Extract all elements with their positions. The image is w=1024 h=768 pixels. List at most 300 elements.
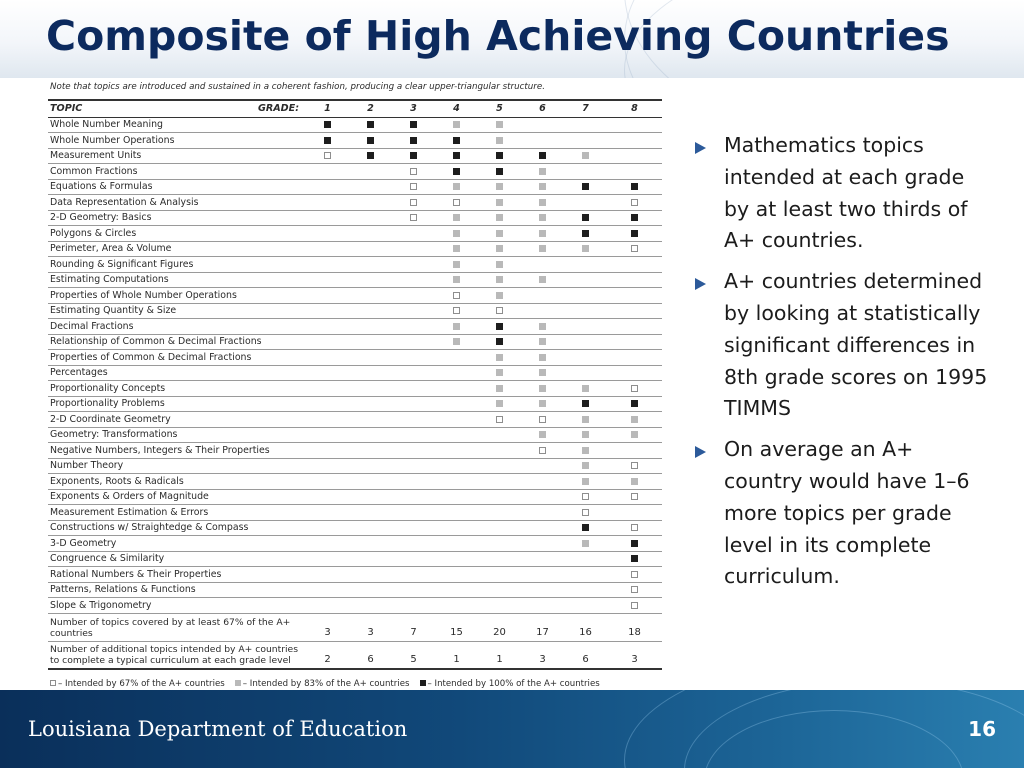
grade-cell bbox=[564, 350, 607, 366]
coverage-mark-med bbox=[539, 400, 546, 407]
grade-cell bbox=[306, 350, 349, 366]
bullet-text: On average an A+ country would have 1–6 more topics per grade level in its complete curriculum. bbox=[724, 437, 970, 589]
coverage-mark-med bbox=[496, 199, 503, 206]
grade-cell bbox=[435, 551, 478, 567]
grade-cell bbox=[349, 520, 392, 536]
grade-cell bbox=[349, 164, 392, 180]
grade-cell bbox=[521, 257, 564, 273]
grade-cell bbox=[392, 303, 435, 319]
summary-value: 6 bbox=[564, 641, 607, 669]
grade-cell bbox=[392, 257, 435, 273]
grade-cell bbox=[435, 505, 478, 521]
coverage-mark-med bbox=[539, 199, 546, 206]
grade-cell bbox=[392, 241, 435, 257]
coverage-mark-med bbox=[582, 385, 589, 392]
grade-cell bbox=[478, 567, 521, 583]
coverage-mark-med bbox=[496, 292, 503, 299]
coverage-mark-low bbox=[410, 214, 417, 221]
grade-cell bbox=[306, 195, 349, 211]
topic-name: Proportionality Concepts bbox=[48, 381, 306, 397]
grade-cell bbox=[306, 582, 349, 598]
grade-cell bbox=[349, 303, 392, 319]
coverage-mark-med bbox=[582, 540, 589, 547]
grade-cell bbox=[521, 226, 564, 242]
slide-header bbox=[0, 0, 1024, 78]
grade-cell bbox=[564, 148, 607, 164]
coverage-mark-med bbox=[582, 152, 589, 159]
grade-cell bbox=[435, 365, 478, 381]
table-row bbox=[48, 582, 662, 598]
topic-name: Exponents, Roots & Radicals bbox=[48, 474, 306, 490]
bullet-item bbox=[693, 434, 993, 593]
coverage-mark-low bbox=[631, 199, 638, 206]
coverage-mark-full bbox=[496, 323, 503, 330]
coverage-mark-full bbox=[631, 230, 638, 237]
grade-cell bbox=[392, 148, 435, 164]
topic-name: Congruence & Similarity bbox=[48, 551, 306, 567]
grade-cell bbox=[564, 195, 607, 211]
grade-cell bbox=[478, 226, 521, 242]
coverage-mark-full bbox=[410, 152, 417, 159]
grade-cell bbox=[521, 210, 564, 226]
grade-cell bbox=[435, 567, 478, 583]
grade-cell bbox=[306, 567, 349, 583]
grade-cell bbox=[607, 148, 662, 164]
grade-cell bbox=[564, 551, 607, 567]
grade-cell bbox=[521, 365, 564, 381]
topic-name: 3-D Geometry bbox=[48, 536, 306, 552]
coverage-mark-low bbox=[496, 307, 503, 314]
grade-cell bbox=[564, 133, 607, 149]
table-row bbox=[48, 195, 662, 211]
grade-header-2: 2 bbox=[349, 100, 392, 117]
grade-cell bbox=[607, 257, 662, 273]
grade-cell bbox=[435, 474, 478, 490]
topic-name: Percentages bbox=[48, 365, 306, 381]
grade-header-4: 4 bbox=[435, 100, 478, 117]
coverage-mark-med bbox=[539, 369, 546, 376]
grade-cell bbox=[306, 164, 349, 180]
summary-value: 17 bbox=[521, 613, 564, 641]
grade-cell bbox=[607, 303, 662, 319]
topic-name: Data Representation & Analysis bbox=[48, 195, 306, 211]
grade-cell bbox=[521, 443, 564, 459]
summary-value: 1 bbox=[435, 641, 478, 669]
grade-cell bbox=[349, 117, 392, 133]
grade-cell bbox=[392, 133, 435, 149]
grade-cell bbox=[349, 319, 392, 335]
coverage-mark-full bbox=[410, 121, 417, 128]
grade-cell bbox=[521, 396, 564, 412]
coverage-mark-med bbox=[539, 385, 546, 392]
grade-cell bbox=[607, 443, 662, 459]
grade-cell bbox=[564, 489, 607, 505]
grade-cell bbox=[349, 489, 392, 505]
grade-cell bbox=[564, 210, 607, 226]
table-row bbox=[48, 567, 662, 583]
grade-cell bbox=[564, 334, 607, 350]
table-row bbox=[48, 133, 662, 149]
coverage-mark-full bbox=[367, 121, 374, 128]
coverage-mark-med bbox=[453, 121, 460, 128]
table-row bbox=[48, 505, 662, 521]
grade-cell bbox=[521, 272, 564, 288]
coverage-mark-med bbox=[582, 416, 589, 423]
grade-cell bbox=[349, 210, 392, 226]
grade-cell bbox=[392, 365, 435, 381]
grade-cell bbox=[521, 164, 564, 180]
topic-name: Perimeter, Area & Volume bbox=[48, 241, 306, 257]
coverage-mark-low bbox=[631, 524, 638, 531]
bullet-text: A+ countries determined by looking at statistically significant differences in 8th grade scores on 1995 TIMMS bbox=[724, 269, 988, 421]
summary-value: 16 bbox=[564, 613, 607, 641]
grade-cell bbox=[435, 117, 478, 133]
table-row bbox=[48, 350, 662, 366]
topic-name: Number Theory bbox=[48, 458, 306, 474]
legend-item bbox=[50, 679, 225, 689]
grade-cell bbox=[564, 396, 607, 412]
grade-cell bbox=[478, 288, 521, 304]
grade-cell bbox=[435, 412, 478, 428]
coverage-mark-full bbox=[582, 230, 589, 237]
grade-cell bbox=[521, 536, 564, 552]
coverage-mark-full bbox=[410, 137, 417, 144]
topic-name: Whole Number Operations bbox=[48, 133, 306, 149]
triangle-bullet-icon bbox=[695, 278, 706, 290]
topic-column-header: TOPIC bbox=[48, 100, 256, 117]
grade-cell bbox=[564, 241, 607, 257]
grade-cell bbox=[306, 133, 349, 149]
coverage-mark-full bbox=[324, 121, 331, 128]
topic-name: Negative Numbers, Integers & Their Properties bbox=[48, 443, 306, 459]
grade-cell bbox=[349, 257, 392, 273]
coverage-mark-med bbox=[496, 137, 503, 144]
grade-cell bbox=[521, 303, 564, 319]
coverage-mark-med bbox=[582, 245, 589, 252]
legend-mark-low bbox=[50, 680, 56, 686]
summary-value: 7 bbox=[392, 613, 435, 641]
grade-cell bbox=[607, 179, 662, 195]
summary-label: Number of topics covered by at least 67% of the A+ countries bbox=[48, 613, 306, 641]
grade-cell bbox=[392, 381, 435, 397]
summary-value: 3 bbox=[521, 641, 564, 669]
grade-cell bbox=[478, 117, 521, 133]
grade-cell bbox=[306, 288, 349, 304]
grade-cell bbox=[392, 319, 435, 335]
coverage-mark-med bbox=[453, 183, 460, 190]
coverage-mark-med bbox=[496, 385, 503, 392]
table-row bbox=[48, 272, 662, 288]
grade-cell bbox=[521, 195, 564, 211]
topic-name: Patterns, Relations & Functions bbox=[48, 582, 306, 598]
grade-cell bbox=[306, 179, 349, 195]
coverage-mark-full bbox=[367, 152, 374, 159]
topic-name: Whole Number Meaning bbox=[48, 117, 306, 133]
grade-cell bbox=[349, 443, 392, 459]
coverage-mark-med bbox=[496, 369, 503, 376]
grade-cell bbox=[478, 303, 521, 319]
grade-cell bbox=[392, 164, 435, 180]
grade-cell bbox=[306, 427, 349, 443]
coverage-mark-low bbox=[539, 447, 546, 454]
topic-name: 2-D Geometry: Basics bbox=[48, 210, 306, 226]
table-row bbox=[48, 148, 662, 164]
summary-value: 3 bbox=[306, 613, 349, 641]
grade-cell bbox=[306, 520, 349, 536]
grade-cell bbox=[564, 226, 607, 242]
coverage-mark-full bbox=[367, 137, 374, 144]
grade-cell bbox=[607, 458, 662, 474]
coverage-mark-full bbox=[631, 400, 638, 407]
grade-cell bbox=[607, 164, 662, 180]
grade-cell bbox=[435, 396, 478, 412]
topic-name: Polygons & Circles bbox=[48, 226, 306, 242]
topic-name: Common Fractions bbox=[48, 164, 306, 180]
grade-cell bbox=[306, 303, 349, 319]
grade-cell bbox=[435, 288, 478, 304]
grade-header-1: 1 bbox=[306, 100, 349, 117]
coverage-mark-low bbox=[631, 571, 638, 578]
grade-cell bbox=[521, 567, 564, 583]
grade-cell bbox=[392, 272, 435, 288]
grade-cell bbox=[607, 489, 662, 505]
grade-header-6: 6 bbox=[521, 100, 564, 117]
grade-cell bbox=[564, 319, 607, 335]
coverage-mark-med bbox=[496, 230, 503, 237]
figure-legend bbox=[50, 679, 610, 689]
coverage-mark-full bbox=[582, 524, 589, 531]
grade-cell bbox=[392, 195, 435, 211]
grade-cell bbox=[564, 179, 607, 195]
grade-cell bbox=[349, 179, 392, 195]
grade-cell bbox=[564, 582, 607, 598]
summary-value: 3 bbox=[349, 613, 392, 641]
grade-cell bbox=[478, 412, 521, 428]
coverage-mark-med bbox=[539, 230, 546, 237]
grade-cell bbox=[435, 148, 478, 164]
grade-cell bbox=[478, 210, 521, 226]
grade-cell bbox=[306, 210, 349, 226]
grade-cell bbox=[478, 365, 521, 381]
coverage-mark-full bbox=[496, 168, 503, 175]
grade-cell bbox=[478, 148, 521, 164]
grade-cell bbox=[435, 582, 478, 598]
grade-cell bbox=[478, 536, 521, 552]
grade-cell bbox=[349, 350, 392, 366]
grade-cell bbox=[306, 505, 349, 521]
grade-cell bbox=[306, 474, 349, 490]
coverage-mark-med bbox=[582, 462, 589, 469]
grade-cell bbox=[478, 257, 521, 273]
grade-header-3: 3 bbox=[392, 100, 435, 117]
coverage-mark-full bbox=[631, 540, 638, 547]
coverage-mark-med bbox=[453, 214, 460, 221]
grade-cell bbox=[521, 505, 564, 521]
grade-cell bbox=[607, 365, 662, 381]
table-row bbox=[48, 288, 662, 304]
grade-cell bbox=[564, 458, 607, 474]
coverage-mark-med bbox=[539, 431, 546, 438]
table-row bbox=[48, 365, 662, 381]
grade-cell bbox=[435, 427, 478, 443]
grade-cell bbox=[349, 427, 392, 443]
summary-row bbox=[48, 613, 662, 641]
grade-cell bbox=[392, 474, 435, 490]
grade-header-5: 5 bbox=[478, 100, 521, 117]
grade-cell bbox=[306, 334, 349, 350]
grade-cell bbox=[349, 567, 392, 583]
legend-item bbox=[235, 679, 410, 689]
grade-cell bbox=[607, 272, 662, 288]
grade-cell bbox=[392, 582, 435, 598]
grade-cell bbox=[607, 319, 662, 335]
grade-cell bbox=[478, 179, 521, 195]
coverage-mark-full bbox=[453, 168, 460, 175]
grade-cell bbox=[478, 427, 521, 443]
grade-cell bbox=[435, 303, 478, 319]
coverage-mark-low bbox=[631, 602, 638, 609]
coverage-mark-low bbox=[453, 292, 460, 299]
legend-item bbox=[420, 679, 600, 689]
grade-cell bbox=[435, 241, 478, 257]
grade-cell bbox=[306, 443, 349, 459]
grade-cell bbox=[392, 117, 435, 133]
topic-name: Constructions w/ Straightedge & Compass bbox=[48, 520, 306, 536]
grade-cell bbox=[564, 443, 607, 459]
grade-cell bbox=[478, 443, 521, 459]
grade-cell bbox=[349, 272, 392, 288]
grade-cell bbox=[521, 133, 564, 149]
grade-cell bbox=[435, 458, 478, 474]
grade-cell bbox=[521, 381, 564, 397]
bullet-item bbox=[693, 266, 993, 425]
grade-cell bbox=[306, 412, 349, 428]
topic-name: Estimating Computations bbox=[48, 272, 306, 288]
grade-cell bbox=[478, 319, 521, 335]
grade-cell bbox=[607, 396, 662, 412]
grade-cell bbox=[349, 288, 392, 304]
coverage-mark-low bbox=[631, 385, 638, 392]
grade-cell bbox=[564, 303, 607, 319]
coverage-mark-med bbox=[539, 183, 546, 190]
grade-cell bbox=[521, 148, 564, 164]
grade-cell bbox=[564, 272, 607, 288]
grade-cell bbox=[349, 133, 392, 149]
coverage-mark-low bbox=[324, 152, 331, 159]
grade-cell bbox=[306, 489, 349, 505]
grade-cell bbox=[564, 381, 607, 397]
grade-cell bbox=[306, 148, 349, 164]
grade-cell bbox=[392, 536, 435, 552]
topic-name: Exponents & Orders of Magnitude bbox=[48, 489, 306, 505]
grade-cell bbox=[478, 474, 521, 490]
grade-cell bbox=[607, 288, 662, 304]
grade-cell bbox=[349, 241, 392, 257]
grade-cell bbox=[607, 381, 662, 397]
grade-cell bbox=[349, 226, 392, 242]
grade-cell bbox=[435, 381, 478, 397]
grade-cell bbox=[607, 474, 662, 490]
coverage-mark-low bbox=[631, 462, 638, 469]
grade-cell bbox=[306, 396, 349, 412]
topic-name: Relationship of Common & Decimal Fractions bbox=[48, 334, 306, 350]
coverage-mark-med bbox=[539, 338, 546, 345]
coverage-mark-med bbox=[496, 121, 503, 128]
grade-cell bbox=[349, 334, 392, 350]
grade-cell bbox=[435, 536, 478, 552]
coverage-mark-med bbox=[453, 338, 460, 345]
table-row bbox=[48, 551, 662, 567]
summary-value: 3 bbox=[607, 641, 662, 669]
summary-value: 2 bbox=[306, 641, 349, 669]
table-header-row bbox=[48, 100, 662, 117]
coverage-mark-full bbox=[539, 152, 546, 159]
triangle-bullet-icon bbox=[695, 142, 706, 154]
grade-cell bbox=[392, 179, 435, 195]
grade-cell bbox=[435, 272, 478, 288]
grade-cell bbox=[392, 567, 435, 583]
grade-cell bbox=[478, 334, 521, 350]
grade-cell bbox=[478, 489, 521, 505]
grade-header-7: 7 bbox=[564, 100, 607, 117]
coverage-mark-med bbox=[496, 214, 503, 221]
grade-header-8: 8 bbox=[607, 100, 662, 117]
table-row bbox=[48, 458, 662, 474]
grade-cell bbox=[392, 210, 435, 226]
coverage-mark-low bbox=[631, 586, 638, 593]
legend-mark-full bbox=[420, 680, 426, 686]
grade-cell bbox=[392, 443, 435, 459]
grade-cell bbox=[392, 412, 435, 428]
coverage-mark-low bbox=[582, 509, 589, 516]
coverage-mark-med bbox=[631, 431, 638, 438]
table-row bbox=[48, 474, 662, 490]
coverage-mark-full bbox=[582, 183, 589, 190]
grade-cell bbox=[521, 179, 564, 195]
table-row bbox=[48, 443, 662, 459]
coverage-mark-med bbox=[539, 323, 546, 330]
grade-cell bbox=[478, 458, 521, 474]
grade-cell bbox=[607, 210, 662, 226]
grade-cell bbox=[306, 241, 349, 257]
grade-cell bbox=[349, 412, 392, 428]
grade-cell bbox=[392, 427, 435, 443]
grade-cell bbox=[607, 350, 662, 366]
coverage-mark-low bbox=[582, 493, 589, 500]
grade-cell bbox=[607, 117, 662, 133]
grade-cell bbox=[478, 241, 521, 257]
grade-cell bbox=[607, 520, 662, 536]
coverage-mark-full bbox=[496, 338, 503, 345]
table-row bbox=[48, 257, 662, 273]
grade-cell bbox=[435, 443, 478, 459]
grade-cell bbox=[392, 520, 435, 536]
grade-cell bbox=[435, 520, 478, 536]
grade-cell bbox=[607, 226, 662, 242]
coverage-mark-med bbox=[631, 416, 638, 423]
table-row bbox=[48, 489, 662, 505]
grade-cell bbox=[478, 396, 521, 412]
table-row bbox=[48, 412, 662, 428]
grade-cell bbox=[607, 551, 662, 567]
grade-cell bbox=[478, 505, 521, 521]
legend-mark-med bbox=[235, 680, 241, 686]
grade-cell bbox=[607, 427, 662, 443]
grade-cell bbox=[478, 381, 521, 397]
grade-cell bbox=[435, 133, 478, 149]
grade-cell bbox=[607, 505, 662, 521]
coverage-mark-med bbox=[539, 214, 546, 221]
